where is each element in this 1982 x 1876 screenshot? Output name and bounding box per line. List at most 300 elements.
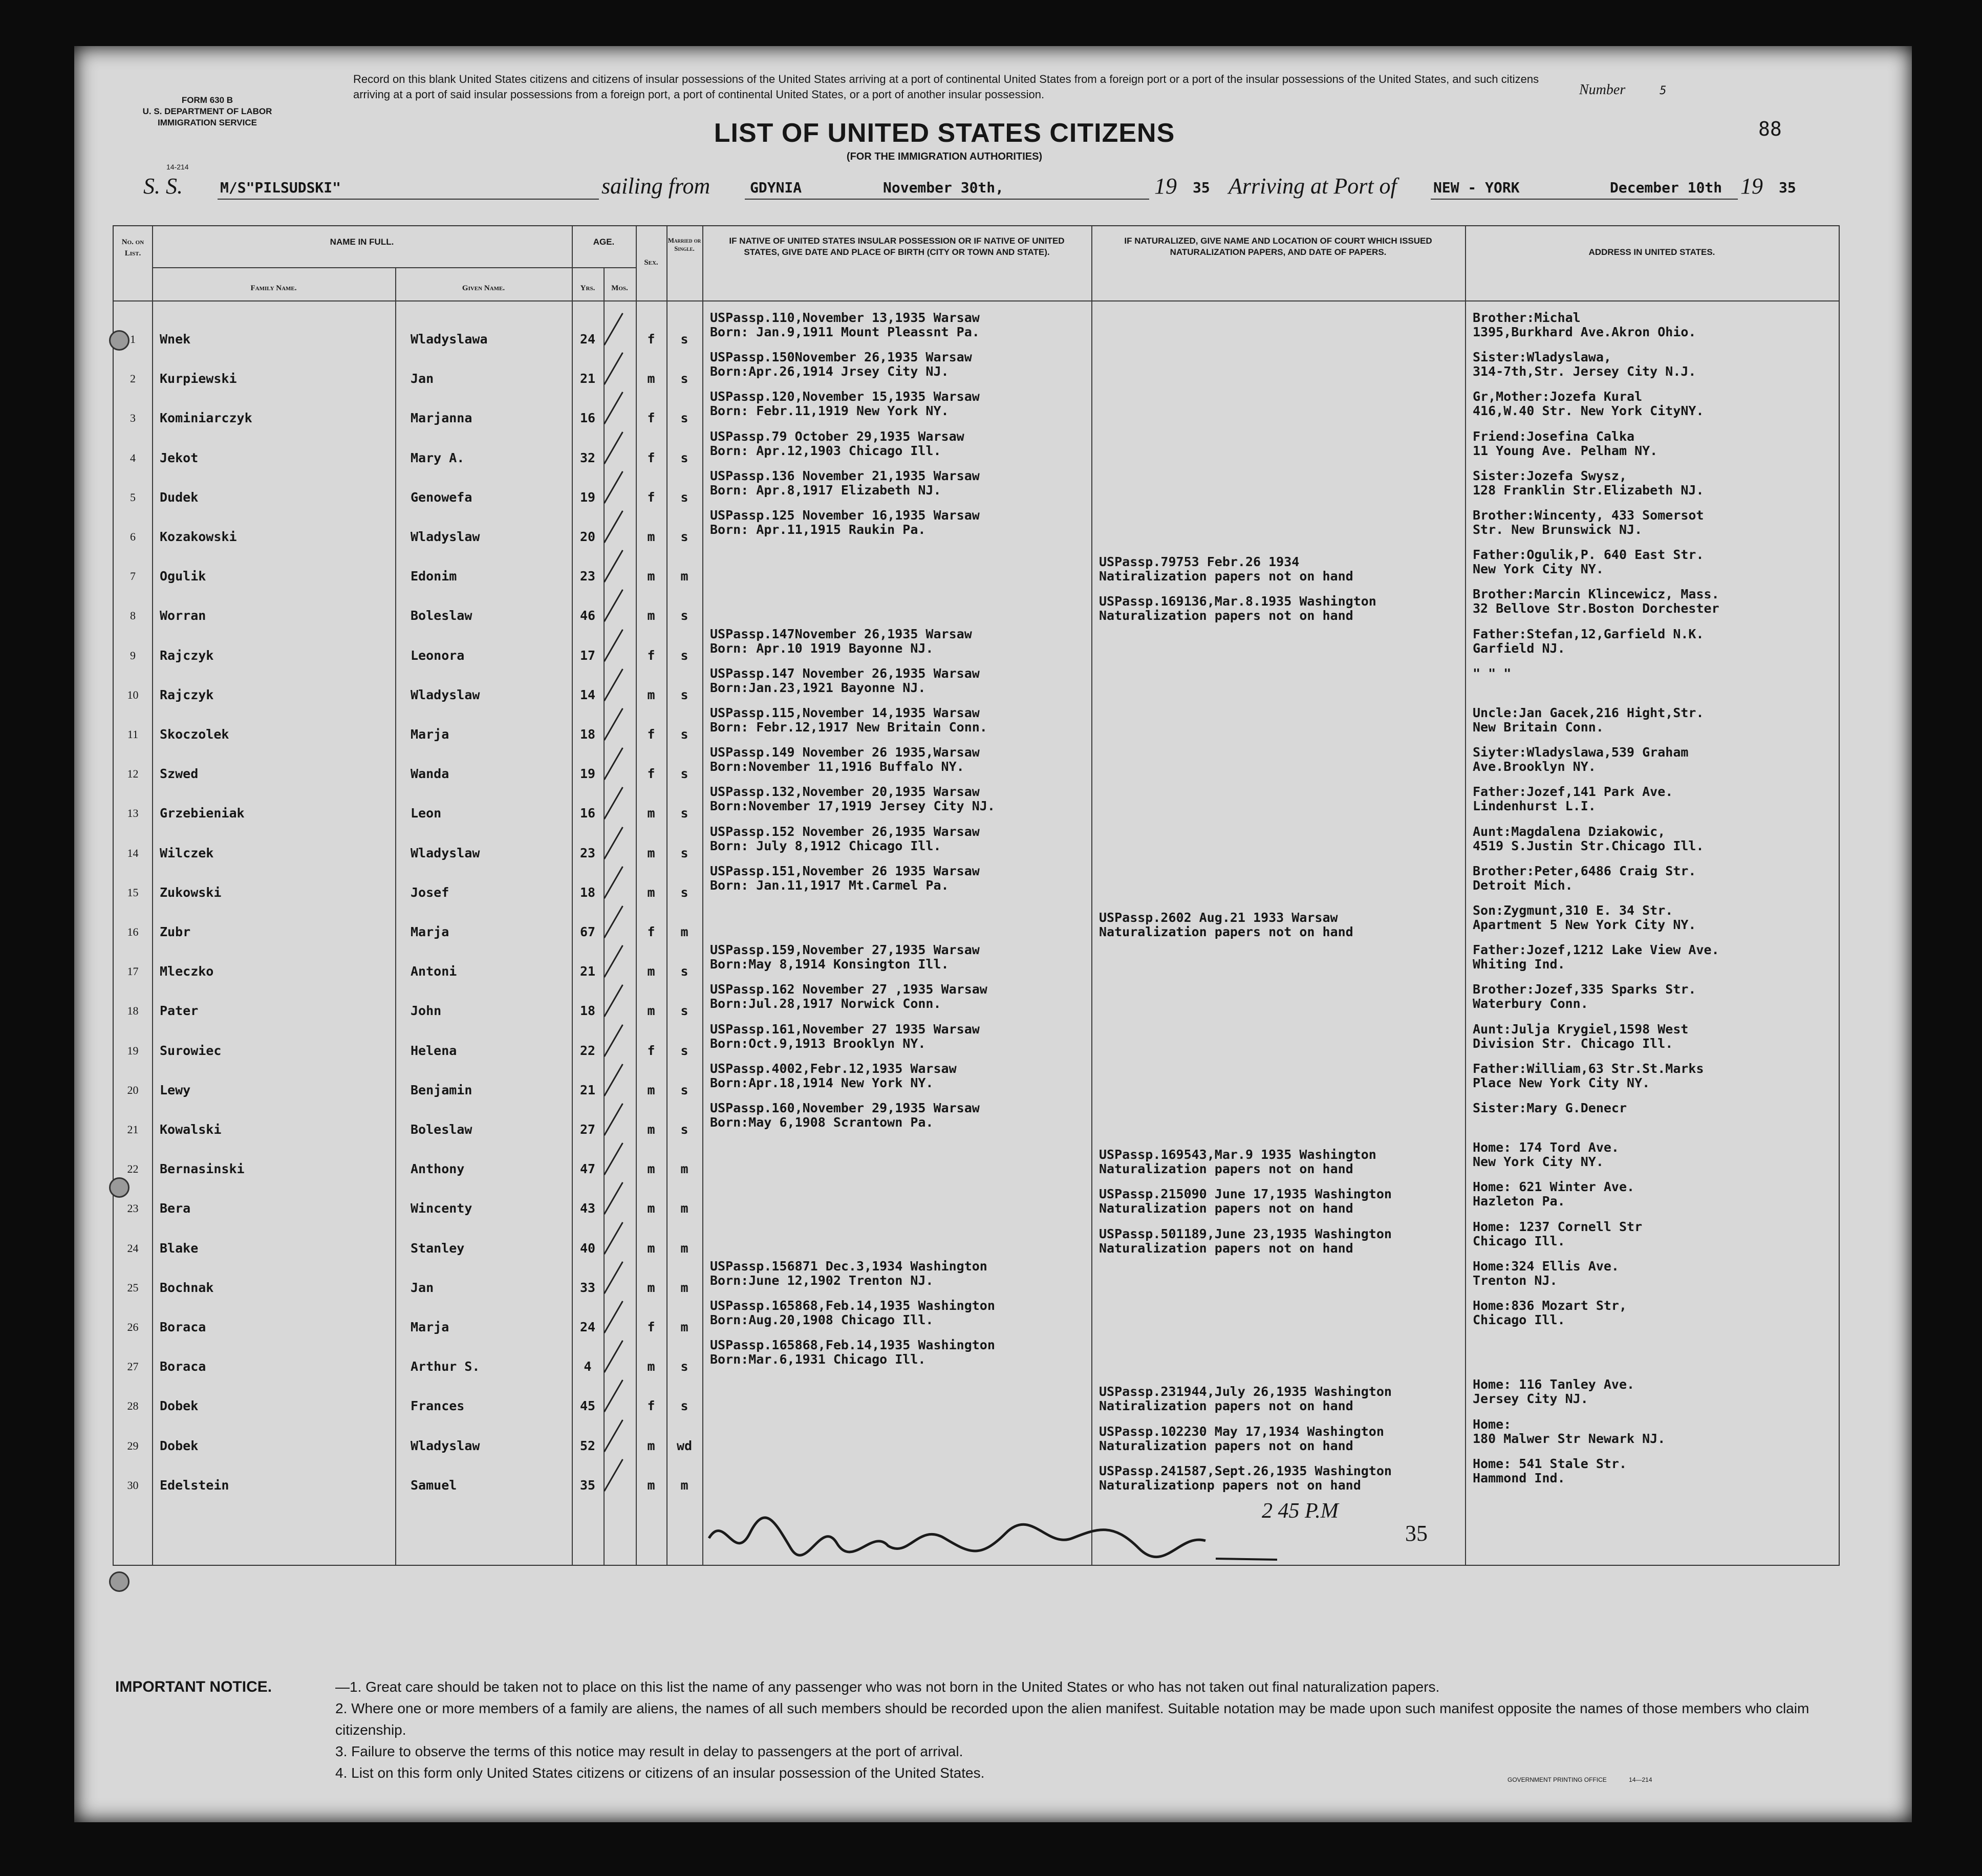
check-mark — [604, 550, 623, 583]
cell-given: Wladyslaw — [411, 845, 480, 860]
table-row — [114, 1022, 1839, 1062]
cell-a1: Friend:Josefina Calka — [1473, 428, 1635, 444]
cell-a1: Father:William,63 Str.St.Marks — [1473, 1061, 1704, 1076]
cell-family: Dobek — [160, 1438, 199, 1453]
check-mark — [604, 866, 623, 899]
cell-sex: m — [647, 845, 655, 860]
cell-a2: 32 Bellove Str.Boston Dorchester — [1473, 601, 1719, 616]
header-address: ADDRESS IN UNITED STATES. — [1588, 247, 1715, 257]
check-mark — [604, 905, 623, 938]
cell-sex: m — [647, 964, 655, 979]
header-married: Married or Single. — [667, 236, 701, 252]
cell-a1: Brother:Michal — [1473, 310, 1581, 325]
cell-ms: s — [680, 1003, 688, 1019]
voyage-line — [74, 169, 1912, 205]
cell-sex: f — [647, 489, 655, 505]
table-row — [114, 903, 1839, 943]
cell-family: Zubr — [160, 924, 191, 939]
printer-code: 14—214 — [1629, 1776, 1652, 1783]
cell-no: 26 — [127, 1321, 139, 1333]
cell-age: 46 — [579, 608, 596, 623]
cell-ms: s — [680, 885, 688, 900]
cell-b2: Born:May 8,1914 Konsington Ill. — [710, 957, 949, 972]
cell-b1: USPassp.161,November 27 1935 Warsaw — [710, 1021, 980, 1037]
notice-heading: IMPORTANT NOTICE. — [115, 1678, 272, 1695]
cell-ms: m — [680, 1477, 688, 1493]
cell-family: Mleczko — [160, 964, 214, 979]
table-row — [114, 508, 1839, 548]
table-row — [114, 666, 1839, 706]
cell-given: Boleslaw — [411, 1122, 472, 1137]
cell-n2: Naturalization papers not on hand — [1099, 608, 1353, 623]
cell-a2: Ave.Brooklyn NY. — [1473, 759, 1596, 774]
table-row — [114, 1140, 1839, 1180]
cell-b1: USPassp.115,November 14,1935 Warsaw — [710, 705, 980, 720]
cell-n2: Naturalization papers not on hand — [1099, 1161, 1353, 1177]
form-dept: U. S. DEPARTMENT OF LABOR — [142, 106, 272, 116]
year-prefix-from: 19 — [1154, 174, 1177, 199]
table-row — [114, 864, 1839, 903]
cell-a2: Place New York City NY. — [1473, 1075, 1650, 1090]
cell-family: Wnek — [160, 332, 191, 347]
cell-ms: s — [680, 529, 688, 544]
cell-family: Kominiarczyk — [160, 411, 252, 426]
manifest-sheet — [74, 46, 1912, 1822]
cell-a2: 314-7th,Str. Jersey City N.J. — [1473, 364, 1696, 379]
cell-family: Zukowski — [160, 885, 222, 900]
table-row — [114, 390, 1839, 429]
cell-given: Wladyslaw — [411, 529, 480, 544]
arriving-label: Arriving at Port of — [1229, 174, 1397, 199]
cell-ms: m — [680, 1201, 688, 1216]
cell-b2: Born: Febr.12,1917 New Britain Conn. — [710, 720, 987, 735]
cell-no: 3 — [130, 412, 136, 425]
punch-hole — [109, 330, 130, 351]
cell-a1: Father:Jozef,1212 Lake View Ave. — [1473, 942, 1719, 958]
cell-family: Kowalski — [160, 1122, 222, 1137]
table-row — [114, 1259, 1839, 1299]
cell-a2: Whiting Ind. — [1473, 957, 1565, 972]
cell-a2: Chicago Ill. — [1473, 1312, 1565, 1327]
cell-sex: m — [647, 1280, 655, 1295]
header-given: Given Name. — [462, 284, 505, 292]
cell-b1: USPassp.147 November 26,1935 Warsaw — [710, 665, 980, 681]
table-row — [114, 1180, 1839, 1219]
number-value: 5 — [1660, 84, 1667, 97]
cell-age: 17 — [579, 648, 596, 663]
cell-no: 10 — [127, 688, 139, 701]
table-row — [114, 1220, 1839, 1259]
cell-age: 22 — [579, 1043, 596, 1058]
check-mark — [604, 432, 623, 464]
cell-no: 17 — [127, 965, 139, 978]
cell-sex: m — [647, 1161, 655, 1177]
check-mark — [604, 1379, 623, 1412]
cell-family: Blake — [160, 1240, 199, 1256]
check-mark — [604, 1142, 623, 1175]
cell-sex: f — [647, 766, 655, 782]
table-row — [114, 548, 1839, 587]
cell-no: 23 — [127, 1202, 139, 1215]
header-mos: Mos. — [611, 284, 628, 292]
port-from: GDYNIA — [750, 179, 802, 196]
cell-b1: USPassp.151,November 26 1935 Warsaw — [710, 863, 980, 878]
cell-age: 67 — [579, 924, 596, 939]
cell-family: Pater — [160, 1003, 199, 1019]
table-row — [114, 785, 1839, 824]
cell-a1: Home: — [1473, 1416, 1512, 1432]
check-mark — [604, 1459, 623, 1492]
cell-family: Lewy — [160, 1082, 191, 1097]
cell-sex: m — [647, 608, 655, 623]
cell-a1: Gr,Mother:Jozefa Kural — [1473, 389, 1643, 404]
cell-family: Bochnak — [160, 1280, 214, 1295]
cell-a2: Garfield NJ. — [1473, 640, 1565, 656]
cell-no: 12 — [127, 767, 139, 781]
cell-b2: Born:June 12,1902 Trenton NJ. — [710, 1273, 934, 1288]
year-prefix-to: 19 — [1740, 174, 1763, 199]
table-row — [114, 943, 1839, 982]
cell-family: Dobek — [160, 1398, 199, 1414]
cell-ms: s — [680, 608, 688, 623]
cell-a1: Father:Stefan,12,Garfield N.K. — [1473, 626, 1704, 641]
check-mark — [604, 1064, 623, 1096]
header-no: No. on List. — [121, 238, 144, 257]
cell-no: 1 — [130, 333, 136, 346]
cell-family: Rajczyk — [160, 648, 214, 663]
cell-a1: Home: 541 Stale Str. — [1473, 1456, 1627, 1471]
cell-family: Jekot — [160, 450, 199, 465]
cell-ms: m — [680, 1320, 688, 1334]
cell-sex: m — [647, 1477, 655, 1493]
table-row — [114, 350, 1839, 390]
cell-a2: Lindenhurst L.I. — [1473, 799, 1596, 814]
ss-label: S. S. — [143, 174, 183, 199]
cell-a1: Sister:Mary G.Denecr — [1473, 1101, 1627, 1115]
year-to: 35 — [1779, 179, 1796, 196]
cell-sex: m — [647, 371, 655, 386]
check-mark — [604, 352, 623, 385]
cell-a1: Sister:Jozefa Swysz, — [1473, 468, 1627, 483]
check-mark — [604, 1261, 623, 1294]
header-yrs: Yrs. — [580, 284, 595, 292]
cell-a1: " " " — [1473, 665, 1512, 681]
cell-b2: Born: Jan.9,1911 Mount Pleassnt Pa. — [710, 325, 980, 339]
cell-b2: Born:Aug.20,1908 Chicago Ill. — [710, 1312, 934, 1327]
cell-given: Jan — [411, 1280, 434, 1295]
cell-no: 4 — [130, 451, 136, 464]
check-mark — [604, 471, 623, 504]
cell-given: Wladyslaw — [411, 1438, 480, 1453]
cell-sex: m — [647, 687, 655, 702]
cell-age: 45 — [579, 1398, 596, 1414]
cell-ms: s — [680, 489, 688, 505]
cell-a1: Aunt:Magdalena Dziakowic, — [1473, 824, 1666, 839]
cell-age: 23 — [579, 569, 596, 584]
cell-a2: Detroit Mich. — [1473, 877, 1573, 893]
cell-n1: USPassp.2602 Aug.21 1933 Warsaw — [1099, 910, 1338, 925]
cell-ms: s — [680, 1398, 688, 1414]
cell-b1: USPassp.4002,Febr.12,1935 Warsaw — [710, 1061, 957, 1076]
table-row — [114, 587, 1839, 627]
cell-sex: m — [647, 529, 655, 544]
cell-a1: Brother:Jozef,335 Sparks Str. — [1473, 982, 1696, 997]
cell-a1: Brother:Marcin Klincewicz, Mass. — [1473, 587, 1719, 602]
cell-a2: Hammond Ind. — [1473, 1470, 1565, 1485]
cell-sex: f — [647, 450, 655, 465]
passenger-table — [113, 225, 1840, 1566]
punch-hole — [109, 1571, 130, 1592]
cell-age: 35 — [579, 1477, 596, 1493]
cell-b1: USPassp.132,November 20,1935 Warsaw — [710, 784, 980, 800]
check-mark — [604, 1182, 623, 1215]
cell-age: 20 — [579, 529, 596, 544]
check-mark — [604, 1419, 623, 1452]
cell-ms: m — [680, 1240, 688, 1256]
cell-a2: Jersey City NJ. — [1473, 1391, 1588, 1407]
cell-given: Wanda — [411, 766, 449, 782]
cell-sex: m — [647, 1003, 655, 1019]
cell-given: Leon — [411, 806, 442, 821]
cell-a2: Apartment 5 New York City NY. — [1473, 917, 1696, 932]
cell-family: Dudek — [160, 489, 199, 505]
cell-given: Frances — [411, 1398, 465, 1414]
header-sex: Sex. — [644, 258, 658, 267]
page-subtitle: (FOR THE IMMIGRATION AUTHORITIES) — [846, 151, 1043, 162]
number-label — [1579, 82, 1666, 98]
check-mark — [604, 747, 623, 780]
cell-b2: Born:November 11,1916 Buffalo NY. — [710, 759, 964, 774]
cell-no: 6 — [130, 530, 136, 543]
cell-ms: m — [680, 924, 688, 939]
cell-ms: m — [680, 569, 688, 584]
cell-a1: Father:Jozef,141 Park Ave. — [1473, 784, 1673, 800]
notice-item-2: 2. Where one or more members of a family are aliens, the names of all such members should be recorded upon the alien manifest. Suitable notation may be made upon such manifest opposite the names of those members who claim citizenship. — [335, 1700, 1809, 1738]
cell-n1: USPassp.169136,Mar.8.1935 Washington — [1099, 594, 1376, 609]
cell-a1: Siyter:Wladyslawa,539 Graham — [1473, 745, 1689, 760]
cell-age: 14 — [579, 687, 596, 702]
cell-a1: Father:Ogulik,P. 640 East Str. — [1473, 547, 1704, 563]
cell-b2: Born:Jul.28,1917 Norwick Conn. — [710, 996, 941, 1011]
check-mark — [604, 589, 623, 622]
cell-family: Bera — [160, 1201, 191, 1216]
cell-b1: USPassp.162 November 27 ,1935 Warsaw — [710, 982, 987, 997]
cell-given: Wladyslaw — [411, 687, 480, 702]
cell-a2: New York City NY. — [1473, 1154, 1604, 1170]
cell-b1: USPassp.79 October 29,1935 Warsaw — [710, 428, 964, 444]
cell-n2: Naturalizationp papers not on hand — [1099, 1477, 1361, 1493]
form-id: FORM 630 B — [181, 95, 233, 105]
cell-ms: s — [680, 1122, 688, 1137]
cell-b2: Born: Jan.11,1917 Mt.Carmel Pa. — [710, 877, 949, 893]
cell-a2: 11 Young Ave. Pelham NY. — [1473, 443, 1658, 458]
cell-ms: m — [680, 1280, 688, 1295]
cell-n2: Naturalization papers not on hand — [1099, 1438, 1353, 1453]
table-row — [114, 825, 1839, 864]
check-mark — [604, 945, 623, 978]
cell-no: 20 — [127, 1083, 139, 1096]
cell-ms: s — [680, 1359, 688, 1374]
cell-given: Wincenty — [411, 1201, 472, 1216]
cell-given: Wladyslawa — [411, 332, 488, 347]
form-intro: Record on this blank United States citizens and citizens of insular possessions of the United States arriving at a port of continental United States from a foreign port or a port of the insular possessions of the United States, and such citizens arriving at a port of said insular possessions from a foreign port, a port of continental United States, or a port of another insular possession. — [353, 73, 1539, 101]
cell-b2: Born: Apr.10 1919 Bayonne NJ. — [710, 640, 934, 656]
cell-n2: Natiralization papers not on hand — [1099, 1398, 1353, 1414]
cell-age: 40 — [579, 1240, 596, 1256]
ship-name: M/S"PILSUDSKI" — [220, 179, 341, 196]
cell-a2: Hazleton Pa. — [1473, 1194, 1565, 1209]
cell-age: 21 — [579, 964, 596, 979]
cell-n2: Naturalization papers not on hand — [1099, 1240, 1353, 1256]
cell-no: 7 — [130, 570, 136, 583]
cell-age: 16 — [579, 411, 596, 426]
port-to: NEW - YORK — [1433, 179, 1520, 196]
check-mark — [604, 1024, 623, 1057]
cell-b1: USPassp.125 November 16,1935 Warsaw — [710, 508, 980, 523]
form-service: IMMIGRATION SERVICE — [158, 118, 257, 127]
cell-age: 23 — [579, 845, 596, 860]
table-row — [114, 1457, 1839, 1496]
cell-sex: m — [647, 806, 655, 821]
cell-given: Helena — [411, 1043, 457, 1058]
cell-age: 47 — [579, 1161, 596, 1177]
cell-b1: USPassp.120,November 15,1935 Warsaw — [710, 389, 980, 404]
cell-no: 22 — [127, 1162, 139, 1176]
cell-given: Benjamin — [411, 1082, 472, 1097]
cell-a1: Brother:Peter,6486 Craig Str. — [1473, 863, 1696, 878]
cell-sex: m — [647, 1359, 655, 1374]
cell-age: 33 — [579, 1280, 596, 1295]
table-row — [114, 311, 1839, 350]
cell-age: 43 — [579, 1201, 596, 1216]
cell-b1: USPassp.165868,Feb.14,1935 Washington — [710, 1338, 995, 1353]
cell-age: 18 — [579, 1003, 596, 1019]
cell-no: 25 — [127, 1281, 139, 1294]
cell-given: Genowefa — [411, 489, 472, 505]
cell-age: 19 — [579, 766, 596, 782]
cell-no: 29 — [127, 1439, 139, 1452]
cell-given: Stanley — [411, 1240, 465, 1256]
cell-ms: s — [680, 1082, 688, 1097]
check-mark — [604, 1301, 623, 1333]
cell-a2: 4519 S.Justin Str.Chicago Ill. — [1473, 838, 1704, 853]
cell-no: 5 — [130, 490, 136, 504]
cell-b1: USPassp.160,November 29,1935 Warsaw — [710, 1101, 980, 1115]
cell-b1: USPassp.165868,Feb.14,1935 Washington — [710, 1298, 995, 1313]
cell-ms: s — [680, 450, 688, 465]
cell-given: Mary A. — [411, 450, 465, 465]
cell-b2: Born:May 6,1908 Scrantown Pa. — [710, 1115, 934, 1130]
header-family: Family Name. — [250, 284, 297, 292]
cell-family: Surowiec — [160, 1043, 222, 1058]
cell-a1: Uncle:Jan Gacek,216 Hight,Str. — [1473, 705, 1704, 720]
year-from: 35 — [1193, 179, 1210, 196]
cell-given: Marja — [411, 1320, 449, 1334]
header-name: NAME IN FULL. — [330, 237, 394, 247]
table-row — [114, 627, 1839, 666]
cell-a1: Home:324 Ellis Ave. — [1473, 1258, 1619, 1274]
cell-b2: Born: Apr.11,1915 Raukin Pa. — [710, 522, 926, 537]
cell-n1: USPassp.241587,Sept.26,1935 Washington — [1099, 1463, 1392, 1478]
cell-no: 19 — [127, 1044, 139, 1057]
cell-ms: s — [680, 806, 688, 821]
cell-a1: Home: 116 Tanley Ave. — [1473, 1377, 1635, 1392]
cell-a2: New York City NY. — [1473, 562, 1604, 577]
punch-hole — [109, 1177, 130, 1198]
cell-sex: m — [647, 1122, 655, 1137]
cell-a2: Waterbury Conn. — [1473, 996, 1588, 1011]
cell-ms: s — [680, 332, 688, 347]
cell-n1: USPassp.79753 Febr.26 1934 — [1099, 554, 1300, 570]
cell-given: Marja — [411, 727, 449, 742]
cell-age: 27 — [579, 1122, 596, 1137]
check-mark — [604, 708, 623, 741]
cell-given: Arthur S. — [411, 1359, 480, 1374]
cell-ms: s — [680, 411, 688, 426]
cell-a2: 180 Malwer Str Newark NJ. — [1473, 1431, 1666, 1446]
table-row — [114, 469, 1839, 508]
page-count: 35 — [1405, 1521, 1428, 1546]
cell-b1: USPassp.136 November 21,1935 Warsaw — [710, 468, 980, 483]
cell-age: 21 — [579, 371, 596, 386]
cell-b1: USPassp.150November 26,1935 Warsaw — [710, 350, 972, 365]
cell-b2: Born:November 17,1919 Jersey City NJ. — [710, 799, 995, 814]
check-mark — [604, 313, 623, 346]
cell-no: 16 — [127, 925, 139, 938]
check-mark — [604, 669, 623, 701]
cell-a1: Home:836 Mozart Str, — [1473, 1298, 1627, 1313]
cell-sex: m — [647, 1201, 655, 1216]
cell-b1: USPassp.149 November 26 1935,Warsaw — [710, 745, 980, 760]
cell-age: 52 — [579, 1438, 596, 1453]
cell-b2: Born:Apr.26,1914 Jrsey City NJ. — [710, 364, 949, 379]
cell-given: Leonora — [411, 648, 465, 663]
arrival-time: 2 45 P.M — [1262, 1499, 1339, 1523]
table-row — [114, 1338, 1839, 1377]
cell-family: Kurpiewski — [160, 371, 237, 386]
cell-age: 19 — [579, 489, 596, 505]
cell-a1: Brother:Wincenty, 433 Somersot — [1473, 508, 1704, 523]
header-birth: IF NATIVE OF UNITED STATES INSULAR POSSESSION OR IF NATIVE OF UNITED STATES, GIVE DATE AND PLACE OF BIRTH (CITY OR TOWN AND STATE). — [729, 236, 1065, 257]
cell-b1: USPassp.110,November 13,1935 Warsaw — [710, 310, 980, 325]
cell-b1: USPassp.152 November 26,1935 Warsaw — [710, 824, 980, 839]
cell-n2: Natiralization papers not on hand — [1099, 569, 1353, 584]
cell-given: Edonim — [411, 569, 457, 584]
header-age: AGE. — [593, 237, 615, 247]
cell-sex: m — [647, 1438, 655, 1453]
table-row — [114, 1062, 1839, 1101]
cell-given: John — [411, 1003, 442, 1019]
check-mark — [604, 629, 623, 662]
cell-sex: f — [647, 727, 655, 742]
cell-n2: Naturalization papers not on hand — [1099, 1201, 1353, 1216]
cell-given: Marjanna — [411, 411, 472, 426]
cell-no: 28 — [127, 1399, 139, 1413]
cell-n1: USPassp.231944,July 26,1935 Washington — [1099, 1384, 1392, 1399]
sailing-label: sailing from — [601, 174, 710, 199]
cell-no: 9 — [130, 649, 136, 662]
check-mark — [604, 827, 623, 859]
cell-age: 24 — [579, 1320, 596, 1334]
notice-item-3: 3. Failure to observe the terms of this notice may result in delay to passengers at the port of arrival. — [335, 1743, 963, 1759]
cell-no: 27 — [127, 1360, 139, 1373]
page-number: 88 — [1758, 118, 1782, 140]
cell-ms: s — [680, 687, 688, 702]
cell-given: Marja — [411, 924, 449, 939]
cell-ms: s — [680, 766, 688, 782]
check-mark — [604, 984, 623, 1017]
cell-sex: f — [647, 411, 655, 426]
